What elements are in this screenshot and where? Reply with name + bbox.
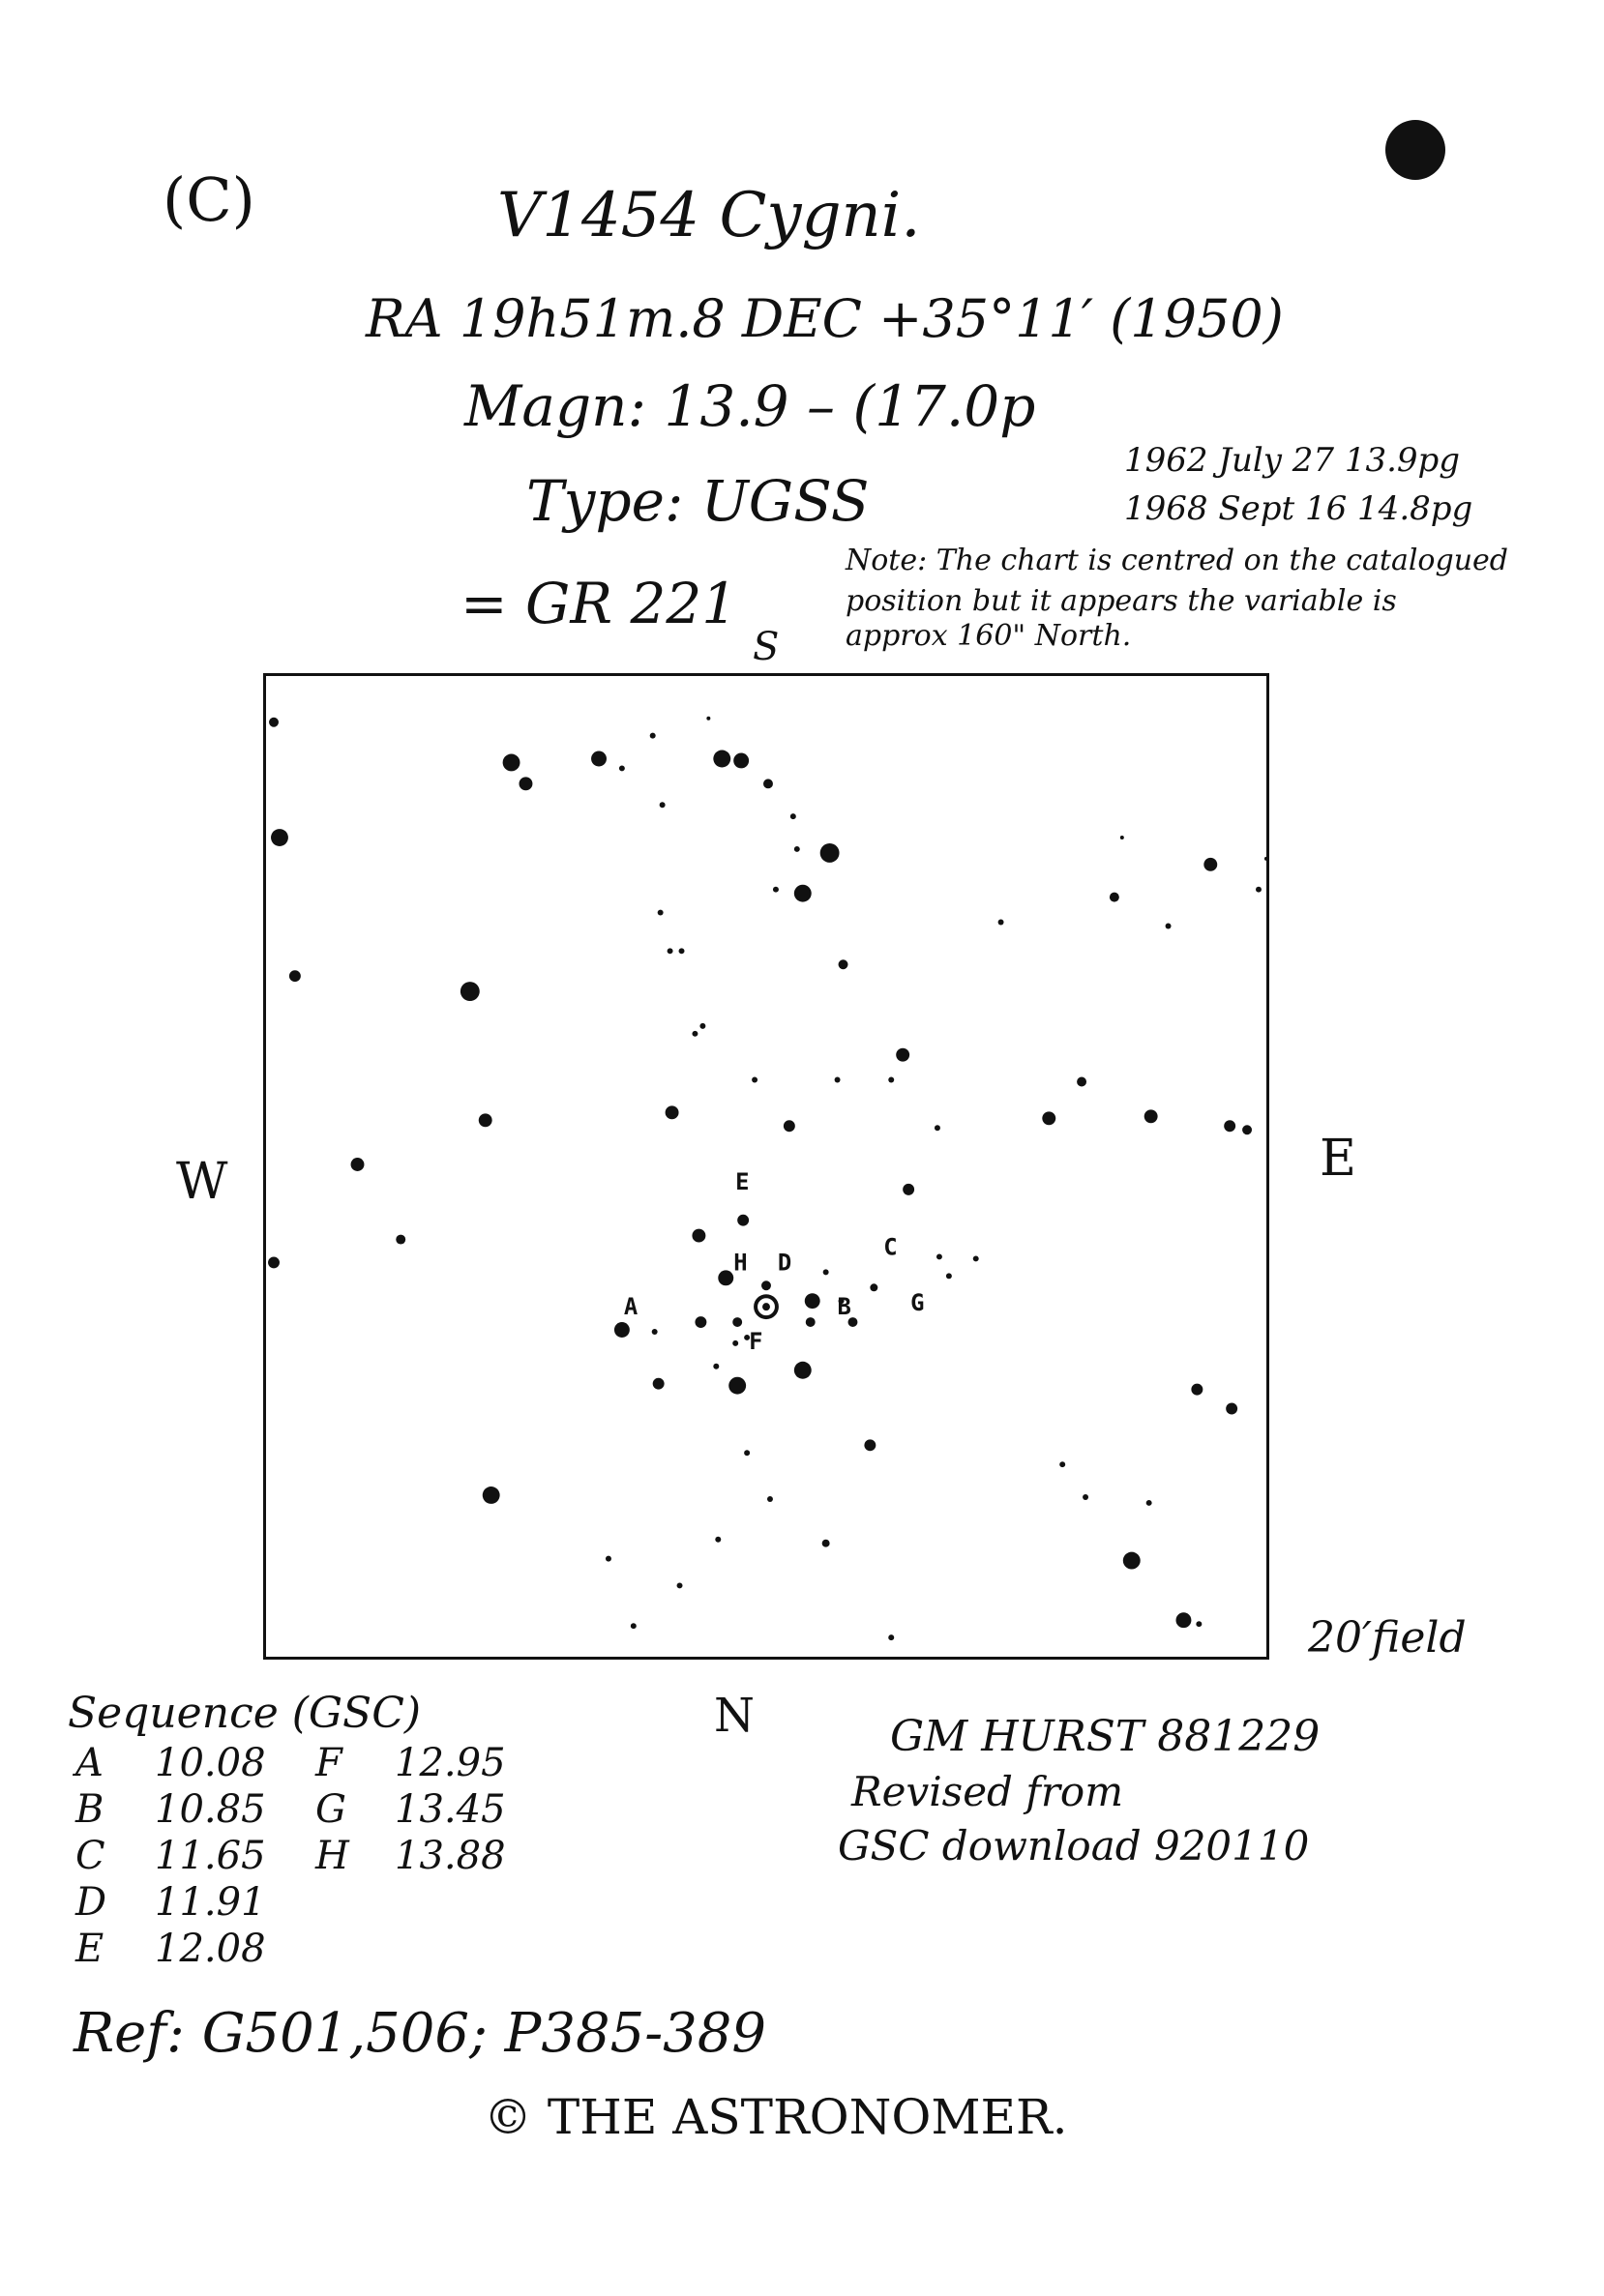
note-line-2: position but it appears the variable is xyxy=(846,584,1397,618)
star-name: V1454 Cygni. xyxy=(497,180,921,251)
comparison-label-b: B xyxy=(837,1293,851,1321)
star-mark xyxy=(823,1269,829,1275)
star-mark xyxy=(679,948,685,954)
star-mark xyxy=(835,1077,841,1083)
sequence-entry-a xyxy=(75,1741,308,1785)
star-field xyxy=(266,676,1266,1657)
compass-west: W xyxy=(176,1153,228,1211)
gr-subscript: S xyxy=(753,625,780,669)
star-mark xyxy=(650,733,656,739)
variable-type: Type: UGSS xyxy=(526,468,870,534)
note-line-3: approx 160" North. xyxy=(846,619,1132,653)
star-mark xyxy=(794,885,812,902)
star-mark xyxy=(728,1377,746,1395)
star-mark xyxy=(396,1235,405,1245)
comparison-label-a: A xyxy=(623,1293,639,1321)
star-mark xyxy=(619,765,625,771)
star-mark xyxy=(658,910,664,916)
star-mark xyxy=(1226,1403,1237,1415)
sequence-entry-h xyxy=(315,1834,548,1878)
sequence-magnitude: 12.08 xyxy=(155,1927,266,1971)
star-mark xyxy=(732,1317,742,1327)
star-mark xyxy=(973,1255,979,1261)
sequence-column-2 xyxy=(315,1741,548,1878)
star-mark xyxy=(677,1582,683,1588)
star-mark xyxy=(767,1496,773,1502)
star-mark xyxy=(460,982,480,1001)
sequence-magnitude: 10.85 xyxy=(155,1787,266,1832)
copyright: © THE ASTRONOMER. xyxy=(484,2089,1068,2145)
reference: Ref: G501,506; P385-389 xyxy=(74,2002,767,2065)
star-mark xyxy=(903,1184,914,1195)
star-mark xyxy=(699,1023,705,1029)
star-mark xyxy=(718,1270,733,1285)
sequence-magnitude: 11.65 xyxy=(155,1834,266,1878)
star-mark xyxy=(1242,1125,1252,1134)
sequence-letter: B xyxy=(75,1787,104,1832)
sequence-magnitude: 13.88 xyxy=(395,1834,506,1878)
star-mark xyxy=(1083,1494,1088,1500)
star-mark xyxy=(864,1439,876,1451)
star-mark xyxy=(1191,1384,1203,1396)
star-mark xyxy=(784,1120,795,1132)
star-mark xyxy=(631,1623,637,1629)
star-mark xyxy=(794,846,800,852)
sequence-magnitude: 12.95 xyxy=(395,1741,506,1785)
sequence-entry-e xyxy=(75,1927,308,1971)
star-mark xyxy=(269,718,279,727)
comparison-label-e: E xyxy=(735,1167,750,1195)
star-mark xyxy=(713,751,730,768)
star-mark xyxy=(761,1280,771,1290)
star-mark xyxy=(268,1256,280,1268)
sequence-letter: D xyxy=(75,1880,107,1925)
comparison-label-h: H xyxy=(733,1249,748,1277)
star-mark xyxy=(888,1077,894,1083)
star-mark xyxy=(1175,1612,1191,1628)
sequence-letter: E xyxy=(75,1927,104,1971)
star-mark xyxy=(652,1329,658,1335)
star-mark xyxy=(936,1253,942,1259)
star-mark xyxy=(1264,857,1266,861)
sequence-entry-d xyxy=(75,1880,308,1925)
star-mark xyxy=(713,1364,719,1369)
star-mark xyxy=(591,751,607,767)
star-mark xyxy=(744,1450,750,1456)
comparison-label-d: D xyxy=(777,1249,792,1277)
star-mark xyxy=(695,1316,706,1328)
sequence-entry-g xyxy=(315,1787,548,1832)
sequence-magnitude: 13.45 xyxy=(395,1787,506,1832)
star-mark xyxy=(614,1322,630,1338)
sequence-entry-c xyxy=(75,1834,308,1878)
star-mark xyxy=(790,813,796,819)
sequence-column-1 xyxy=(75,1741,308,1973)
sequence-entry-b xyxy=(75,1787,308,1832)
star-mark xyxy=(1196,1621,1202,1627)
star-mark xyxy=(752,1077,757,1083)
star-mark xyxy=(483,1487,500,1504)
coordinates: RA 19h51m.8 DEC +35°11′ (1950) xyxy=(366,288,1284,349)
star-mark xyxy=(946,1273,952,1279)
star-mark xyxy=(479,1113,492,1127)
star-mark xyxy=(289,970,301,982)
sequence-magnitude: 11.91 xyxy=(155,1880,266,1925)
star-mark xyxy=(706,717,710,721)
sequence-title: Sequence (GSC) xyxy=(68,1689,422,1738)
star-mark xyxy=(1120,836,1124,839)
comparison-label-c: C xyxy=(883,1233,898,1261)
star-mark xyxy=(668,948,673,954)
compass-north: N xyxy=(714,1689,755,1743)
star-mark xyxy=(1224,1120,1235,1132)
star-mark xyxy=(1110,893,1119,902)
sequence-letter: A xyxy=(75,1741,104,1785)
star-mark xyxy=(660,802,666,808)
star-mark xyxy=(794,1362,812,1379)
gr-designation: = GR 221 xyxy=(460,571,738,636)
sequence-letter: C xyxy=(75,1834,105,1878)
sequence-magnitude: 10.08 xyxy=(155,1741,266,1785)
star-mark xyxy=(520,777,533,790)
sequence-entry-f xyxy=(315,1741,548,1785)
star-mark xyxy=(1144,1109,1158,1123)
star-mark xyxy=(896,1048,909,1062)
star-mark xyxy=(1203,858,1217,871)
panel-letter: (C) xyxy=(163,164,255,235)
star-mark xyxy=(733,753,749,769)
star-mark xyxy=(737,1215,749,1226)
star-mark xyxy=(820,843,840,863)
comparison-label-f: F xyxy=(749,1327,763,1355)
star-mark xyxy=(839,959,848,969)
compass-east: E xyxy=(1320,1130,1356,1188)
star-mark xyxy=(806,1317,816,1327)
variable-star-center xyxy=(762,1303,770,1310)
star-mark xyxy=(692,1229,705,1243)
star-mark xyxy=(1059,1461,1065,1467)
star-mark xyxy=(666,1105,679,1119)
revised-line-2: GSC download 920110 xyxy=(838,1822,1310,1869)
star-mark xyxy=(715,1537,721,1543)
star-mark xyxy=(606,1556,611,1562)
star-mark xyxy=(1146,1500,1152,1506)
finder-chart xyxy=(263,673,1269,1660)
star-mark xyxy=(271,829,288,846)
star-mark xyxy=(935,1125,940,1131)
observation-1968: 1968 Sept 16 14.8pg xyxy=(1124,489,1473,528)
author-credit: GM HURST 881229 xyxy=(890,1712,1321,1761)
star-mark xyxy=(1166,923,1172,928)
star-mark xyxy=(692,1031,698,1037)
punch-hole-dot xyxy=(1385,120,1445,180)
observation-1962: 1962 July 27 13.9pg xyxy=(1124,441,1461,480)
star-mark xyxy=(870,1283,877,1291)
star-mark xyxy=(351,1158,365,1171)
star-mark xyxy=(1256,887,1262,893)
star-mark xyxy=(805,1293,820,1309)
star-mark xyxy=(822,1540,830,1547)
star-mark xyxy=(888,1634,894,1640)
star-mark xyxy=(732,1340,738,1346)
note-line-1: Note: The chart is centred on the catalogued xyxy=(846,544,1508,577)
star-mark xyxy=(763,779,773,788)
star-mark xyxy=(773,887,779,893)
star-mark xyxy=(1123,1552,1141,1570)
comparison-label-g: G xyxy=(910,1289,925,1317)
sequence-letter: F xyxy=(315,1741,342,1785)
revised-line-1: Revised from xyxy=(851,1768,1124,1815)
magnitude-range: Magn: 13.9 – (17.0p xyxy=(464,373,1036,439)
star-mark xyxy=(1042,1111,1055,1125)
sequence-letter: G xyxy=(315,1787,346,1832)
star-mark xyxy=(1077,1077,1086,1087)
star-mark xyxy=(653,1378,665,1390)
sequence-letter: H xyxy=(315,1834,349,1878)
star-mark xyxy=(998,920,1004,926)
field-size-label: 20′field xyxy=(1308,1613,1467,1663)
star-mark xyxy=(503,754,520,772)
